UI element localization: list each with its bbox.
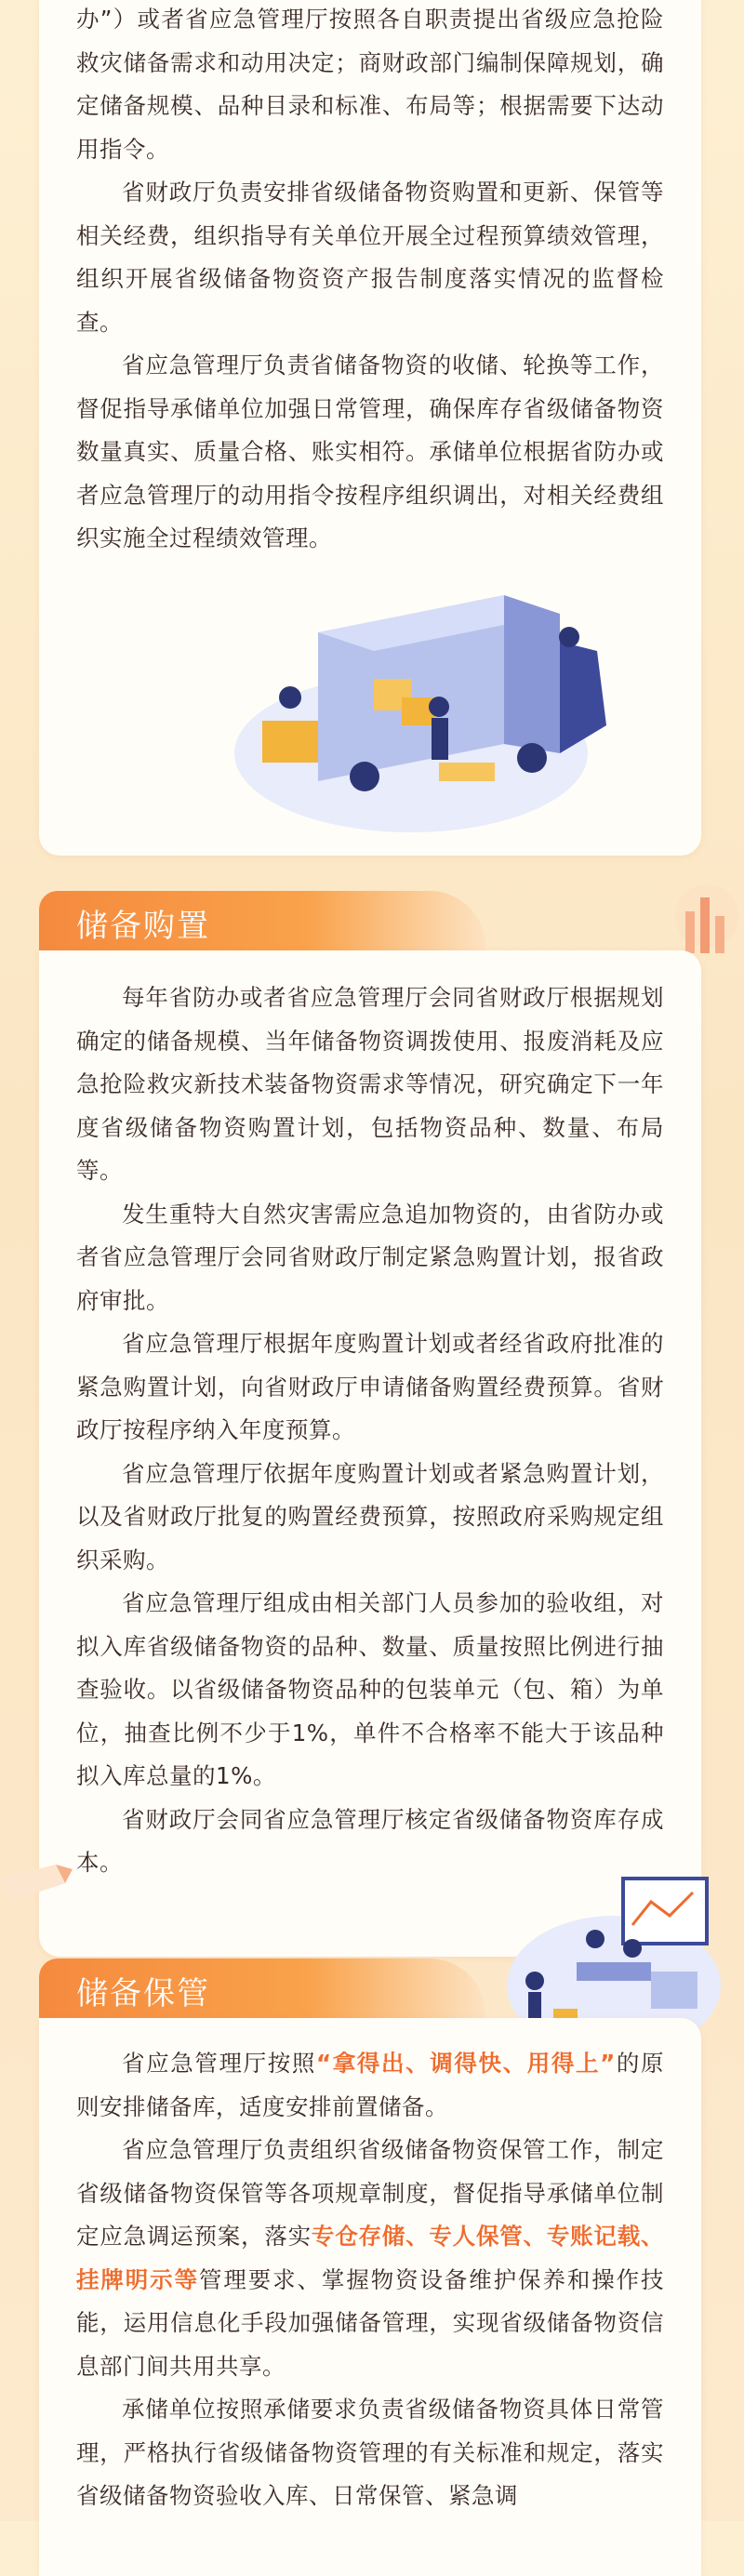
section-title: 储备购置 (76, 908, 210, 945)
highlight-text: 专仓存储、专人保管、专账记载、挂牌明示等 (76, 2223, 665, 2293)
paragraph: 省应急管理厅组成由相关部门人员参加的验收组，对拟入库省级储备物资的品种、数量、质量按照比例进行抽查验收。以省级储备物资品种的包装单元（包、箱）为单位，抽查比例不少于1%，单件不合格率不能大于该品种拟入库总量的1%。 (76, 1589, 664, 1789)
paragraph: 省应急管理厅负责组织省级储备物资保管工作，制定省级储备物资保管等各项规章制度，督促指导承储单位制定应急调运预案，落实专仓存储、专人保管、专账记载、挂牌明示等管理要求、掌握物资设备维护保养和操作技能，运用信息化手段加强储备管理，实现省级储备物资信息部门间共用共享。 (76, 2136, 665, 2380)
paragraph: 省应急管理厅根据年度购置计划或者经省政府批准的紧急购置计划，向省财政厅申请储备购置经费预算。省财政厅按程序纳入年度预算。 (76, 1330, 664, 1443)
paragraph: 省应急管理厅依据年度购置计划或者紧急购置计划，以及省财政厅批复的购置经费预算，按照政府采购规定组织采购。 (76, 1459, 664, 1573)
paragraph: 承储单位按照承储要求负责省级储备物资具体日常管理，严格执行省级储备物资管理的有关标准和规定，落实省级储备物资验收入库、日常保管、紧急调 (76, 2396, 664, 2509)
decorative-bars-icon (674, 870, 739, 963)
paragraph: 省应急管理厅负责省储备物资的收储、轮换等工作，督促指导承储单位加强日常管理，确保库存省级储备物资数量真实、质量合格、账实相符。承储单位根据省防办或者应急管理厅的动用指令按程序组织调出，对相关经费组织实施全过程绩效管理。 (76, 352, 664, 551)
section-title: 储备保管 (76, 1975, 210, 2012)
pencil-decor-icon (0, 1860, 74, 1925)
section-card-1 (39, 0, 701, 856)
paragraph: 省财政厅会同省应急管理厅核定省级储备物资库存成本。 (76, 1805, 664, 1876)
highlight-text: “拿得出、调得快、用得上” (316, 2050, 616, 2077)
section-card-2 (39, 950, 701, 1957)
paragraph: 省财政厅负责安排省级储备物资购置和更新、保管等相关经费，组织指导有关单位开展全过程预算绩效管理，组织开展省级储备物资资产报告制度落实情况的监督检查。 (76, 179, 664, 336)
section-tab-storage-custody (39, 1959, 485, 2018)
paragraph: 发生重特大自然灾害需应急追加物资的，由省防办或者省应急管理厅会同省财政厅制定紧急购置计划，报省政府审批。 (76, 1200, 664, 1314)
section-tab-storage-purchase (39, 891, 485, 950)
paragraph: 办”）或者省应急管理厅按照各自职责提出省级应急抢险救灾储备需求和动用决定；商财政部门编制保障规划，确定储备规模、品种目录和标准、布局等；根据需要下达动用指令。 (76, 6, 664, 163)
paragraph: 每年省防办或者省应急管理厅会同省财政厅根据规划确定的储备规模、当年储备物资调拨使用、报废消耗及应急抢险救灾新技术装备物资需求等情况，研究确定下一年度省级储备物资购置计划，包括物资品种、数量、布局等。 (76, 984, 664, 1184)
delivery-truck-illustration (225, 558, 634, 837)
paragraph: 省应急管理厅按照“拿得出、调得快、用得上”的原则安排储备库，适度安排前置储备。 (76, 2050, 665, 2120)
section-card-3 (39, 2018, 701, 2576)
